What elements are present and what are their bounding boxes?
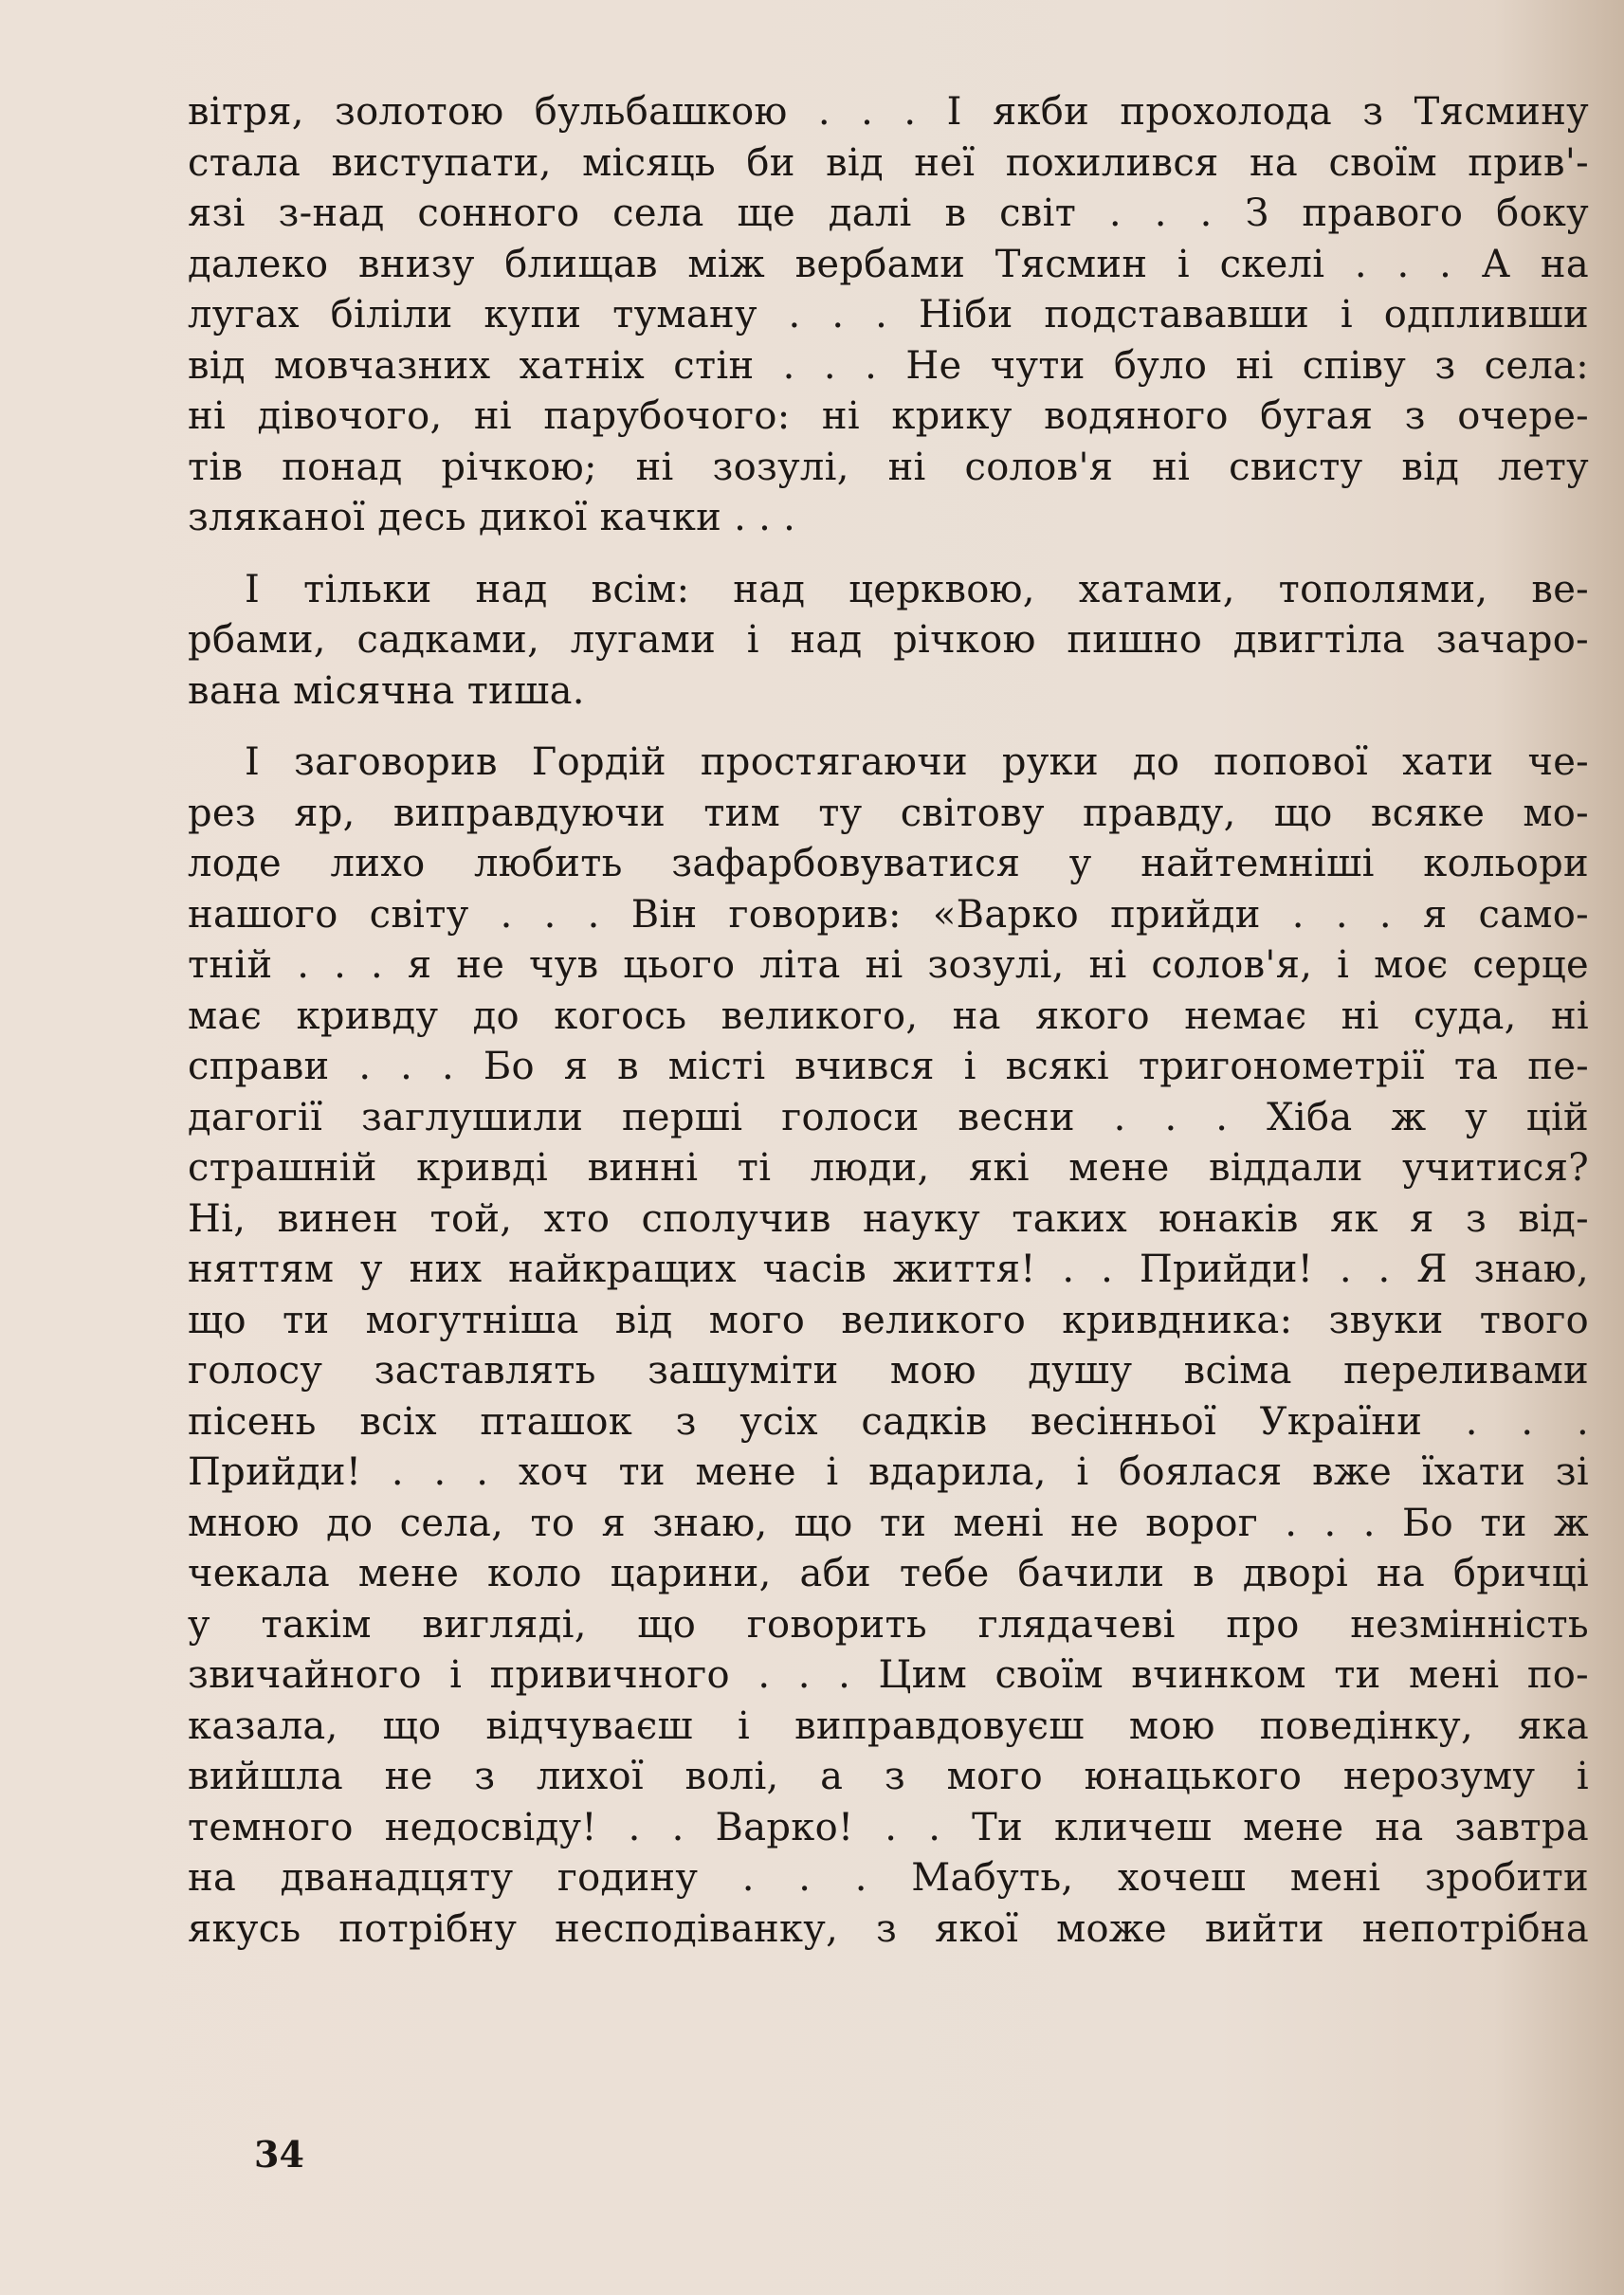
- text-line: лоде лихо любить зафарбовуватися у найтемніші кольори: [188, 842, 1589, 885]
- text-line: тній . . . я не чув цього літа ні зозулі, ні солов'я, і моє серце: [188, 943, 1589, 987]
- text-line: справи . . . Бо я в місті вчився і всякі тригонометрії та пе-: [188, 1045, 1589, 1088]
- text-line: вийшла не з лихої волі, а з мого юнацького нерозуму і: [188, 1755, 1589, 1798]
- paragraph-2: [188, 565, 1589, 718]
- text-line: рез яр, виправдуючи тим ту світову правду, що всяке мо-: [188, 791, 1589, 835]
- text-line: І заговорив Гордій простягаючи руки до попової хати че-: [245, 740, 1589, 784]
- text-line: лугах біліли купи туману . . . Ніби подстававши і одпливши: [188, 293, 1589, 337]
- text-line: пісень всіх пташок з усіх садків весінньої України . . .: [188, 1399, 1589, 1444]
- text-line: няттям у них найкращих часів життя! . . Прийди! . . Я знаю,: [188, 1248, 1589, 1291]
- body-text: [188, 87, 1589, 1976]
- page-number: 34: [254, 2133, 304, 2176]
- text-line: І тільки над всім: над церквою, хатами, тополями, ве-: [245, 567, 1589, 611]
- paragraph-3: [188, 738, 1589, 1955]
- text-line: темного недосвіду! . . Варко! . . Ти кличеш мене на завтра: [188, 1805, 1589, 1849]
- text-line: стала виступати, місяць би від неї похилився на своїм прив'-: [188, 140, 1589, 185]
- text-line: голосу заставлять зашуміти мою душу всіма переливами: [188, 1349, 1589, 1393]
- text-line: язі з-над сонного села ще далі в світ . . . З правого боку: [188, 191, 1589, 235]
- text-line: що ти могутніша від мого великого кривдника: звуки твого: [188, 1298, 1589, 1342]
- text-line: Ні, винен той, хто сполучив науку таких юнаків як я з від-: [188, 1196, 1589, 1241]
- text-line: рбами, садками, лугами і над річкою пишно двигтіла зачаро-: [188, 618, 1589, 662]
- paragraph-1: [188, 87, 1589, 544]
- text-line: від мовчазних хатніх стін . . . Не чути було ні співу з села:: [188, 343, 1589, 388]
- text-line: якусь потрібну несподіванку, з якої може вийти непотрібна: [188, 1906, 1589, 1951]
- text-line: чекала мене коло царини, аби тебе бачили в дворі на бричці: [188, 1552, 1589, 1595]
- text-line: дагогії заглушили перші голоси весни . . . Хіба ж у цій: [188, 1095, 1589, 1139]
- text-line: звичайного і привичного . . . Цим своїм вчинком ти мені по-: [188, 1653, 1589, 1697]
- text-line: у такім вигляді, що говорить глядачеві про незмінність: [188, 1602, 1589, 1647]
- text-line: на дванадцяту годину . . . Мабуть, хочеш мені зробити: [188, 1856, 1589, 1900]
- text-line: Прийди! . . . хоч ти мене і вдарила, і боялася вже їхати зі: [188, 1450, 1589, 1494]
- text-line: далеко внизу блищав між вербами Тясмин і скелі . . . А на: [188, 242, 1589, 286]
- text-line: казала, що відчуваєш і виправдовуєш мою поведінку, яка: [188, 1703, 1589, 1748]
- text-line: мною до села, то я знаю, що ти мені не ворог . . . Бо ти ж: [188, 1501, 1589, 1545]
- text-line: нашого світу . . . Він говорив: «Варко прийди . . . я само-: [188, 892, 1589, 937]
- text-line: тів понад річкою; ні зозулі, ні солов'я ні свисту від лету: [188, 445, 1589, 489]
- text-line: зляканої десь дикої качки . . .: [188, 496, 796, 539]
- text-line: вана місячна тиша.: [188, 668, 585, 713]
- text-line: ні дівочого, ні парубочого: ні крику водяного бугая з очере-: [188, 394, 1589, 438]
- text-line: вітря, золотою бульбашкою . . . І якби прохолода з Тясмину: [188, 90, 1589, 134]
- text-line: страшній кривді винні ті люди, які мене віддали учитися?: [188, 1146, 1589, 1190]
- text-line: має кривду до когось великого, на якого немає ні суда, ні: [188, 993, 1589, 1038]
